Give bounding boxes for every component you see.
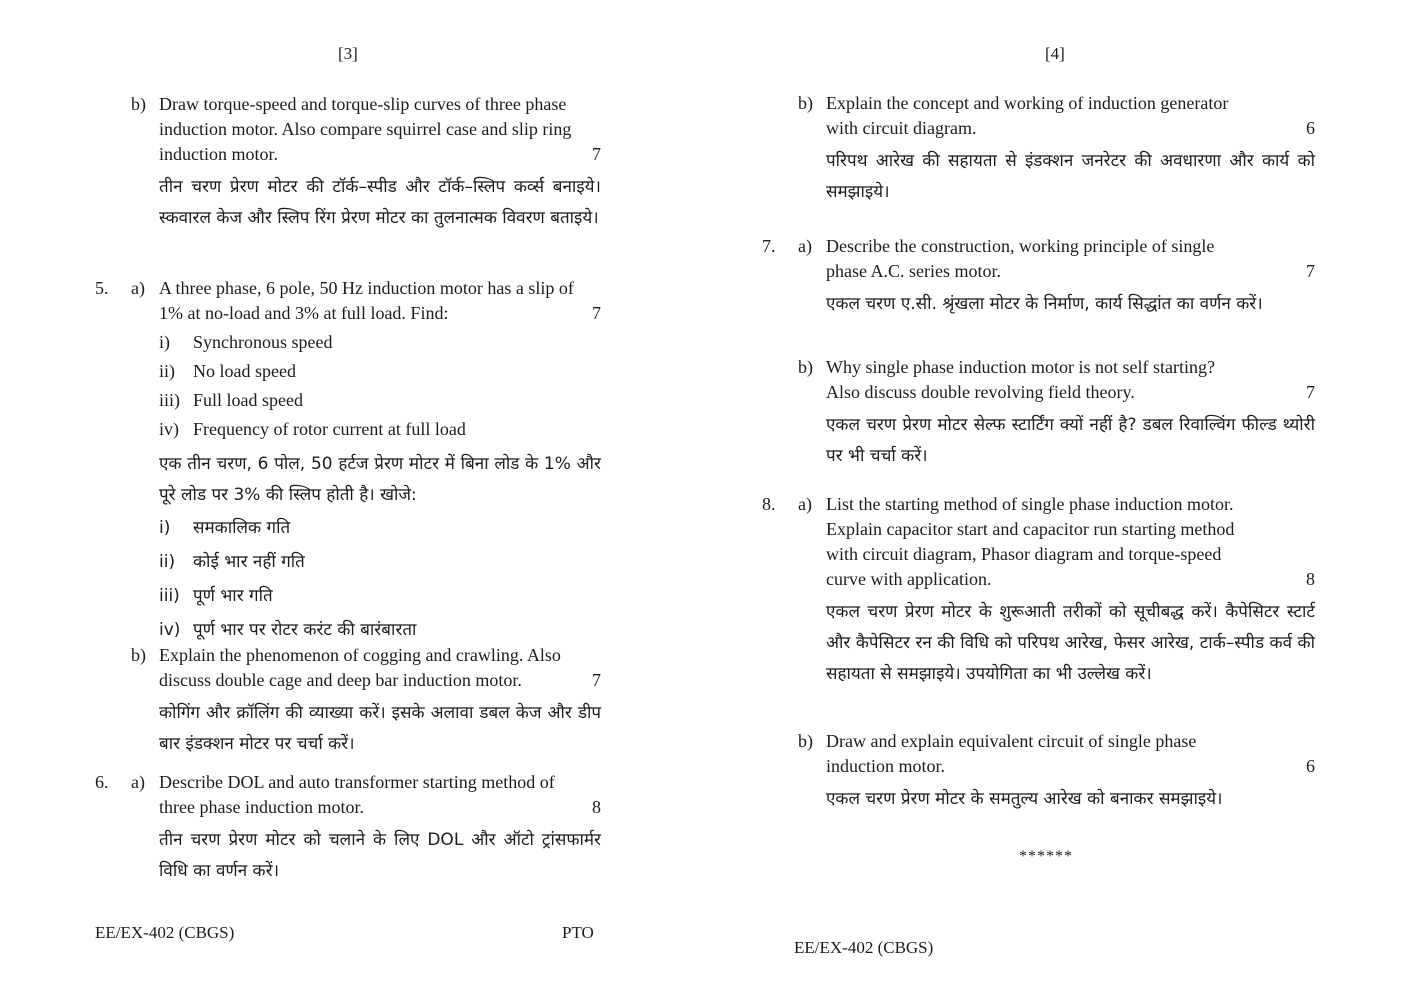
question-7a [762,234,1315,320]
question-hindi-text: एकल चरण प्रेरण मोटर सेल्फ स्टार्टिंग क्यों नहीं है? डबल रिवाल्विंग फील्ड थ्योरी पर भी चर्चा करें। [826,415,1315,466]
question-text-line: Explain the concept and working of induction generator [826,93,1229,113]
question-6a [95,770,601,887]
marks: 6 [1306,118,1315,138]
question-text-line: induction motor. [826,756,945,776]
footer-code: EE/EX-402 (CBGS) [95,923,235,942]
marks: 7 [592,303,601,323]
question-text-line: discuss double cage and deep bar induction motor. [159,670,522,690]
question-8b [762,729,1315,815]
question-text-line: Why single phase induction motor is not self starting? [826,357,1215,377]
question-6b [762,91,1315,208]
question-hindi-text: एकल चरण प्रेरण मोटर के समतुल्य आरेख को बनाकर समझाइये। [826,789,1223,809]
marks: 7 [1306,382,1315,402]
question-text-line: with circuit diagram, Phasor diagram and torque-speed [826,544,1222,564]
question-text-line: List the starting method of single phase induction motor. [826,494,1234,514]
question-letter: b) [131,94,146,114]
question-hindi-text: परिपथ आरेख की सहायता से इंडक्शन जनरेटर की अवधारणा और कार्य को समझाइये। [826,151,1315,202]
list-item: ii) No load speed [159,361,296,381]
question-hindi-text: एकल चरण ए.सी. श्रृंखला मोटर के निर्माण, कार्य सिद्धांत का वर्णन करें। [826,294,1263,314]
question-text-line: with circuit diagram. [826,118,977,138]
list-item: ii) कोई भार नहीं गति [159,552,305,572]
list-item: iv) पूर्ण भार पर रोटर करंट की बारंबारता [159,620,417,640]
question-hindi-text: तीन चरण प्रेरण मोटर की टॉर्क–स्पीड और टॉर्क–स्लिप कर्व्स बनाइये। स्कवारल केज और स्लिप रिंग प्रेरण मोटर का तुलनात्मक विवरण बताइये। [159,177,601,228]
question-number: 5. [95,278,109,298]
question-number: 7. [762,236,776,256]
question-5a [95,276,601,647]
question-text-line: Describe the construction, working principle of single [826,236,1215,256]
question-text-line: induction motor. [159,144,278,164]
question-text-line: induction motor. Also compare squirrel case and slip ring [159,119,572,139]
footer-code: EE/EX-402 (CBGS) [794,938,934,957]
question-text-line: phase A.C. series motor. [826,261,1001,281]
marks: 6 [1306,756,1315,776]
question-text-line: Also discuss double revolving field theory. [826,382,1135,402]
marks: 8 [592,797,601,817]
question-7b [762,355,1315,472]
question-5b [95,643,601,760]
list-item: iii) पूर्ण भार गति [159,586,273,606]
question-letter: a) [798,236,812,256]
question-hindi-text: एक तीन चरण, 6 पोल, 50 हर्टज प्रेरण मोटर में बिना लोड के 1% और पूरे लोड पर 3% की स्लिप होती है। खोजे: [159,454,601,505]
question-letter: b) [798,731,813,751]
list-item: iii) Full load speed [159,390,303,410]
footer-pto: PTO [562,923,594,942]
question-text-line: A three phase, 6 pole, 50 Hz induction motor has a slip of [159,278,574,298]
list-item: iv) Frequency of rotor current at full load [159,419,466,439]
list-item: i) समकालिक गति [159,518,291,538]
marks: 8 [1306,569,1315,589]
page-number: [3] [338,44,358,63]
question-8a [762,492,1315,690]
page-number: [4] [1045,44,1065,63]
question-letter: b) [798,93,813,113]
question-letter: b) [798,357,813,377]
question-hindi-text: तीन चरण प्रेरण मोटर को चलाने के लिए DOL और ऑटो ट्रांसफार्मर विधि का वर्णन करें। [159,830,601,881]
question-letter: a) [131,772,145,792]
question-4b [95,92,601,234]
question-hindi-text: कोगिंग और क्रॉलिंग की व्याख्या करें। इसके अलावा डबल केज और डीप बार इंडक्शन मोटर पर चर्चा करें। [159,703,601,754]
question-number: 6. [95,772,109,792]
marks: 7 [592,144,601,164]
question-text-line: curve with application. [826,569,992,589]
question-text-line: Explain capacitor start and capacitor run starting method [826,519,1235,539]
question-text-line: Describe DOL and auto transformer starting method of [159,772,555,792]
question-text-line: Draw torque-speed and torque-slip curves of three phase [159,94,567,114]
end-mark: ****** [1019,848,1073,865]
right-page [702,0,1404,992]
question-hindi-text: एकल चरण प्रेरण मोटर के शुरूआती तरीकों को सूचीबद्ध करें। कैपेसिटर स्टार्ट और कैपेसिटर रन की विधि को परिपथ आरेख, फेसर आरेख, टार्क–स्पीड कर्व की सहायता से समझाइये। उपयोगिता का भी उल्लेख करें। [826,602,1315,684]
question-letter: a) [798,494,812,514]
question-letter: a) [131,278,145,298]
question-text-line: three phase induction motor. [159,797,364,817]
question-text-line: Draw and explain equivalent circuit of single phase [826,731,1197,751]
list-item: i) Synchronous speed [159,332,333,352]
question-number: 8. [762,494,776,514]
marks: 7 [1306,261,1315,281]
question-text-line: 1% at no-load and 3% at full load. Find: [159,303,449,323]
question-text-line: Explain the phenomenon of cogging and crawling. Also [159,645,561,665]
question-letter: b) [131,645,146,665]
marks: 7 [592,670,601,690]
